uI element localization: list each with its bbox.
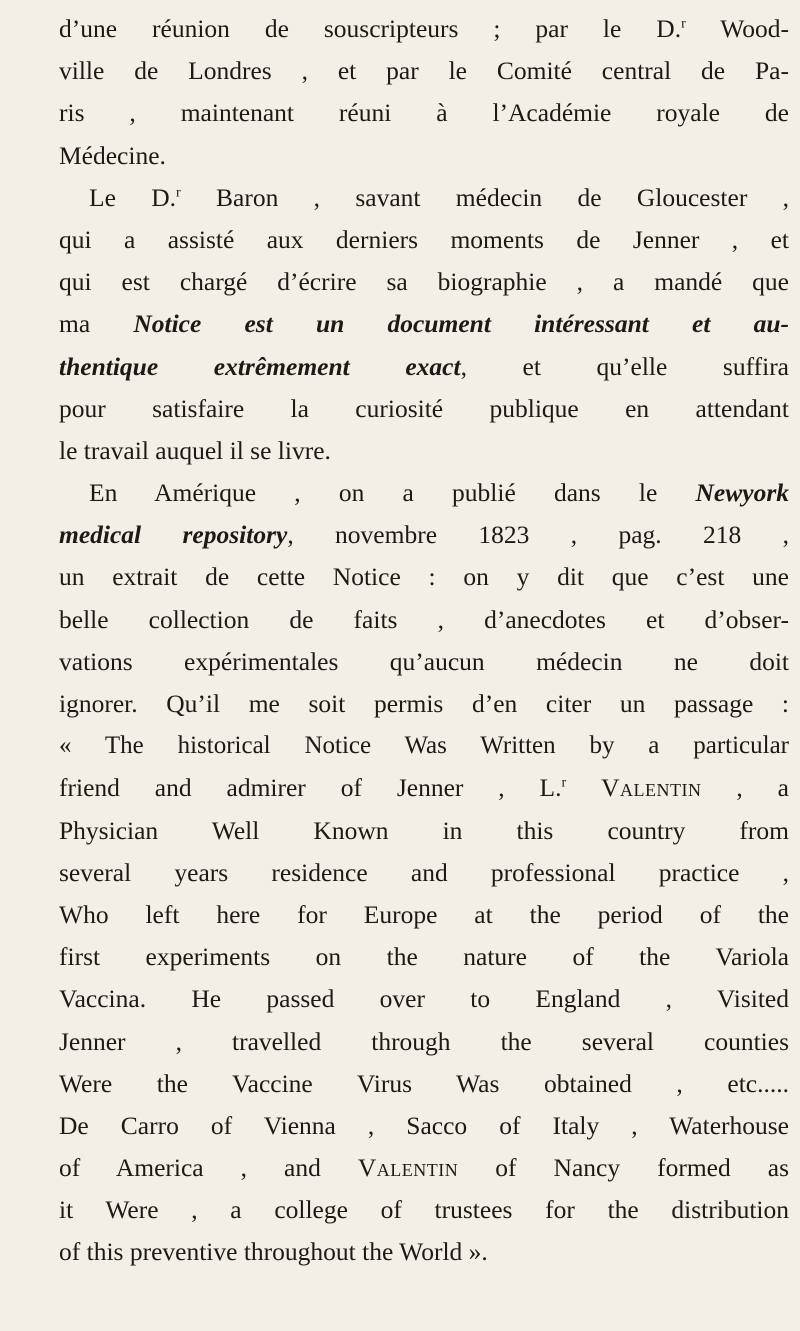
text-line: ignorer. Qu’il me soit permis d’en citer un passage :: [59, 689, 789, 718]
text-line: pour satisfaire la curiosité publique en attendant: [59, 393, 789, 423]
text-line: thentique extrêmement exact, et qu’elle suffira: [59, 351, 790, 381]
text-line: ville de Londres , et par le Comité central de Pa-: [59, 56, 789, 86]
text-line: qui est chargé d’écrire sa biographie , a mandé que: [59, 267, 789, 297]
text-line: Jenner , travelled through the several counties: [59, 1026, 789, 1056]
text-line: of America , and Valentin of Nancy formed as: [59, 1153, 790, 1183]
text-line: vations expérimentales qu’aucun médecin ne doit: [59, 646, 789, 676]
text-line: Le D.$^r$ Baron , savant médecin de Gloucester ,: [89, 182, 790, 212]
text-line: un extrait de cette Notice : on y dit que c’est une: [59, 562, 789, 592]
text-line: d’une réunion de souscripteurs ; par le D.$^r$ Wood-: [59, 14, 790, 43]
text-line: Were the Vaccine Virus Was obtained , etc.....: [59, 1068, 789, 1098]
text-line: ma Notice est un document intéressant et au-: [59, 309, 790, 339]
text-line: Vaccina. He passed over to England , Visited: [59, 984, 789, 1014]
text-line: Physician Well Known in this country from: [59, 815, 789, 845]
text-line: De Carro of Vienna , Sacco of Italy , Waterhouse: [59, 1110, 789, 1140]
text-line: Who left here for Europe at the period of the: [59, 899, 789, 929]
text-line: friend and admirer of Jenner , L.$^r$ Valentin , a: [59, 773, 789, 803]
text-line: first experiments on the nature of the Variola: [59, 942, 789, 972]
text-line: belle collection de faits , d’anecdotes et d’obser-: [59, 604, 789, 634]
text-line: it Were , a college of trustees for the distribution: [59, 1195, 789, 1225]
text-line: « The historical Notice Was Written by a particular: [59, 732, 789, 760]
document-page: [59, 8, 789, 1274]
text-line: several years residence and professional practice ,: [59, 857, 789, 887]
text-line: Médecine.: [59, 140, 166, 170]
text-line: En Amérique , on a publié dans le Newyork: [89, 478, 789, 508]
text-line: medical repository, novembre 1823 , pag. 218 ,: [59, 520, 790, 550]
text-line: of this preventive throughout the World ».: [59, 1237, 488, 1267]
text-line: le travail auquel il se livre.: [59, 435, 331, 465]
text-line: qui a assisté aux derniers moments de Jenner , et: [59, 224, 789, 254]
text-line: ris , maintenant réuni à l’Académie royale de: [59, 98, 789, 128]
